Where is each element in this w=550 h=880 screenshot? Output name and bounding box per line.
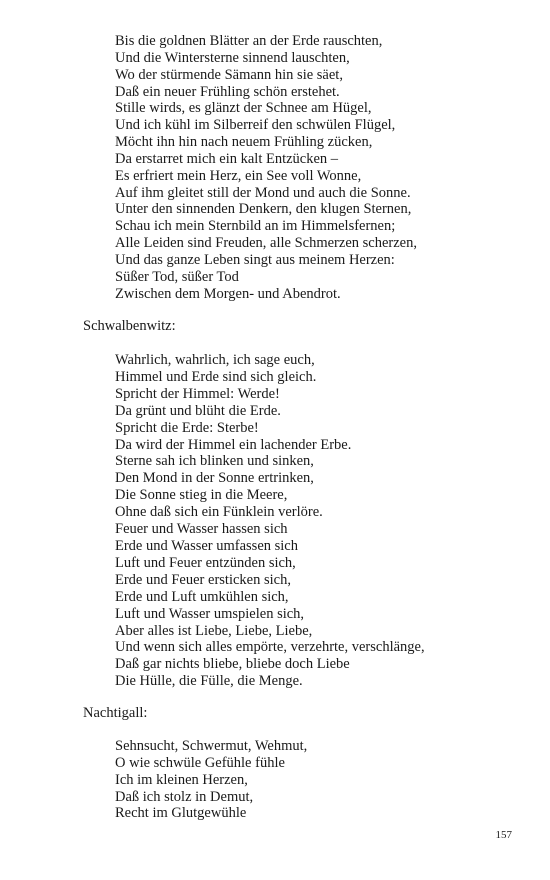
poem-line: Schau ich mein Sternbild an im Himmelsfernen; xyxy=(115,218,396,235)
poem-line: Sehnsucht, Schwermut, Wehmut, xyxy=(115,738,308,754)
poem-line: Und wenn sich alles empörte, verzehrte, verschlänge, xyxy=(115,639,425,656)
poem-line: Daß gar nichts bliebe, bliebe doch Liebe xyxy=(115,656,350,673)
poem-line: Süßer Tod, süßer Tod xyxy=(115,268,239,285)
poem-line: Ohne daß sich ein Fünklein verlöre. xyxy=(115,504,323,521)
page-number: 157 xyxy=(495,829,512,841)
poem-line: Daß ein neuer Frühling schön erstehet. xyxy=(115,83,340,100)
poem-line: Ich im kleinen Herzen, xyxy=(115,771,248,788)
poem-line: Da wird der Himmel ein lachender Erbe. xyxy=(115,436,352,453)
poem-line: Die Sonne stieg in die Meere, xyxy=(115,487,288,504)
poem-line: Unter den sinnenden Denkern, den klugen Sternen, xyxy=(115,201,412,218)
poem-line: Bis die goldnen Blätter an der Erde rauschten, xyxy=(115,33,383,49)
poem-line: Wo der stürmende Sämann hin sie säet, xyxy=(115,66,343,83)
poem-line: Und ich kühl im Silberreif den schwülen Flügel, xyxy=(115,117,396,134)
poem-line: Alle Leiden sind Freuden, alle Schmerzen scherzen, xyxy=(115,235,417,252)
poem-stanza-2 xyxy=(115,352,425,690)
poem-line: Und das ganze Leben singt aus meinem Herzen: xyxy=(115,251,395,268)
poem-line: Spricht der Himmel: Werde! xyxy=(115,385,280,402)
poem-line: Sterne sah ich blinken und sinken, xyxy=(115,453,314,470)
poem-stanza-3 xyxy=(115,738,307,822)
poem-line: Möcht ihn hin nach neuem Frühling zücken, xyxy=(115,134,373,151)
poem-line: Luft und Wasser umspielen sich, xyxy=(115,605,305,622)
speaker-label-nachtigall: Nachtigall: xyxy=(83,705,148,721)
poem-line: Da grünt und blüht die Erde. xyxy=(115,402,281,419)
poem-line: Luft und Feuer entzünden sich, xyxy=(115,554,296,571)
poem-line: Erde und Wasser umfassen sich xyxy=(115,537,298,554)
poem-line: Zwischen dem Morgen- und Abendrot. xyxy=(115,285,341,302)
poem-stanza-1 xyxy=(115,33,417,303)
poem-line: O wie schwüle Gefühle fühle xyxy=(115,754,285,771)
poem-line: Recht im Glutgewühle xyxy=(115,805,247,822)
poem-line: Erde und Luft umkühlen sich, xyxy=(115,588,289,605)
poem-line: Erde und Feuer ersticken sich, xyxy=(115,571,291,588)
speaker-label-schwalbenwitz: Schwalbenwitz: xyxy=(83,318,176,334)
poem-line: Wahrlich, wahrlich, ich sage euch, xyxy=(115,352,315,368)
poem-line: Den Mond in der Sonne ertrinken, xyxy=(115,470,314,487)
poem-line: Daß ich stolz in Demut, xyxy=(115,788,254,805)
poem-line: Himmel und Erde sind sich gleich. xyxy=(115,368,317,385)
poem-line: Stille wirds, es glänzt der Schnee am Hügel, xyxy=(115,100,372,117)
poem-line: Die Hülle, die Fülle, die Menge. xyxy=(115,673,303,690)
poem-line: Feuer und Wasser hassen sich xyxy=(115,521,288,538)
poem-line: Auf ihm gleitet still der Mond und auch die Sonne. xyxy=(115,184,411,201)
poem-line: Spricht die Erde: Sterbe! xyxy=(115,419,259,436)
poem-line: Aber alles ist Liebe, Liebe, Liebe, xyxy=(115,622,313,639)
poem-line: Da erstarret mich ein kalt Entzücken – xyxy=(115,150,339,167)
poem-line: Es erfriert mein Herz, ein See voll Wonne, xyxy=(115,167,362,184)
poem-line: Und die Wintersterne sinnend lauschten, xyxy=(115,49,350,66)
